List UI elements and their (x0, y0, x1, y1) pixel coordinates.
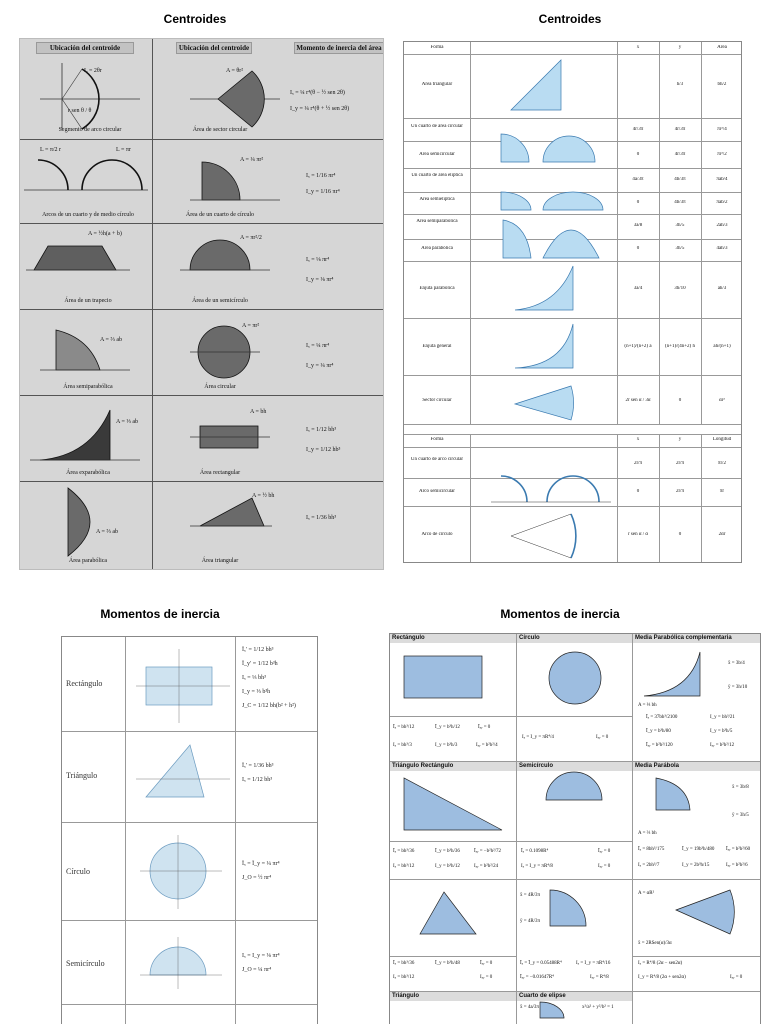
area-value: ah/(n+1) (713, 344, 731, 349)
sheet-formula: I_y = b³h/3 (435, 743, 458, 748)
title-momentos-right: Momentos de inercia (500, 607, 620, 621)
scan-note: L = πr (116, 147, 131, 153)
sheet-formula: Īₓ = 37bh³/2100 (646, 715, 678, 720)
scan-note: A = ⅓ ab (116, 419, 139, 425)
sheet-formula: x̄ = 4R/3π (520, 893, 541, 898)
scan-caption: Arcos de un cuarto y de medio círculo (42, 212, 134, 218)
xbar-value: 3a/4 (633, 286, 643, 291)
scan-formula: I_y = ¼ r⁴(θ + ½ sen 2θ) (290, 106, 350, 112)
xbar-value: (n+1)/(n+2) a (624, 344, 652, 349)
scan-note: A = πr²/2 (240, 235, 262, 241)
scan-row-1 (20, 55, 384, 139)
ybar-value: 4b/3π (674, 200, 686, 205)
inertia-shape-label: Círculo (66, 867, 90, 876)
sheet-formula: Īₓ = 0.1098R⁴ (521, 849, 549, 854)
sheet-formula: Īₓ = Ī_y = 0.05488R⁴ (520, 961, 562, 966)
inertia-formula: Īₓ′ = 1/36 bh³ (242, 763, 274, 769)
ybar-value: 3h/10 (674, 286, 686, 291)
sheet-formula: Iₓᵧ = 0 (596, 735, 609, 740)
arc-header-shape: Forma (430, 437, 444, 442)
scan-note-sector-area: A = θr² (226, 68, 244, 74)
xbar-value: 3a/8 (633, 223, 643, 228)
scan-caption: Área triangular (201, 558, 239, 564)
sheet-formula: Īₓᵧ = −b²h²/72 (474, 849, 501, 854)
arc-shape-name: Arco de círculo (421, 532, 453, 537)
scan-formula: Iₓ = 1/12 bh³ (306, 427, 337, 433)
scan-note: A = πr² (242, 323, 260, 329)
scan-note: L = π/2 r (40, 147, 62, 153)
xbar-value: 4a/3π (632, 177, 644, 182)
ybar-value: 4b/3π (674, 177, 686, 182)
sheet-formula: I_y = 2b³h/15 (682, 863, 710, 868)
scan-caption: Área de un trapecio (64, 298, 112, 304)
inertia-formula: J_O = ½ πr⁴ (242, 875, 272, 881)
arc-length: πr (719, 489, 725, 494)
scan-formula: Iₓ = 1/36 bh³ (306, 515, 337, 521)
inertia-shape-label: Triángulo (66, 771, 98, 780)
ybar-value: 0 (678, 398, 682, 403)
sheet-formula: Iₓ = 2bh³/7 (638, 863, 660, 868)
area-value: πr²/4 (717, 127, 727, 132)
sheet-formula: Ī_y = b³h/48 (435, 961, 460, 966)
scan-caption: Área semiparabólica (63, 384, 113, 390)
col-header-shape: Forma (430, 45, 444, 50)
centroid-shapes-table (403, 41, 742, 563)
area-value: ah/3 (717, 286, 727, 291)
sheet-formula: Īₓ = bh³/12 (393, 725, 415, 730)
scan-caption: Segmento de arco circular (58, 127, 122, 133)
shape-name: Área triangular (421, 82, 453, 87)
arc-ybar: 2r/π (675, 461, 685, 466)
centroid-shape-diagrams (471, 42, 617, 424)
inertia-formula: Iₓ = I_y = ⅛ πr⁴ (242, 953, 280, 959)
arc-ybar: 2r/π (675, 489, 685, 494)
area-value: πr²/2 (717, 152, 727, 157)
sheet-formula: Īₓ = bh³/36 (393, 849, 415, 854)
sheet-formula: Īₓᵧ = b²h²/60 (726, 847, 751, 852)
sheet-caption-halfparabola-comp: Media Parabólica complementaria (633, 634, 761, 643)
shape-name: Un cuarto de área circular (411, 124, 463, 129)
sheet-caption-semicircle: Semicírculo (517, 762, 632, 771)
scan-formula: I_y = 1/12 hb³ (306, 447, 341, 453)
inertia-formula: J_O = ¼ πr⁴ (242, 967, 272, 973)
scan-formula: Iₓ = 1/16 πr⁴ (306, 173, 336, 179)
sheet-formula: Ī_y = b³h/36 (435, 849, 460, 854)
scan-note: A = ½h(a + b) (88, 231, 122, 237)
sheet-caption-halfparabola: Media Parábola (633, 762, 761, 771)
scan-note-arc-centroid: r sen θ / θ (68, 108, 92, 114)
sheet-formula: Iₓ = I_y = πR⁴/16 (576, 961, 611, 966)
sheet-formula: x²/a² + y²/b² = 1 (582, 1005, 614, 1010)
sheet-formula: A = αR² (638, 891, 655, 896)
scan-caption: Área de un cuarto de círculo (185, 212, 255, 218)
scan-note: A = ¼ πr² (240, 157, 264, 163)
area-value: αr² (719, 398, 725, 403)
sheet-formula: I_y = R⁴/8 (2α + sen2α) (638, 975, 686, 980)
scan-caption: Área rectangular (199, 470, 241, 476)
arc-shape-name: Arco semicircular (419, 489, 455, 494)
col-header-ybar: ȳ (678, 45, 682, 50)
scan-row-2 (20, 139, 384, 223)
area-value: 4ah/3 (716, 246, 728, 251)
sheet-formula: Iₓᵧ = 0 (480, 975, 493, 980)
arc-xbar: 0 (636, 489, 640, 494)
scanned-centroid-table (19, 38, 384, 570)
area-value: πab/4 (716, 177, 728, 182)
sheet-formula: I_y = b³h/5 (710, 729, 733, 734)
scan-row-5 (20, 395, 384, 481)
sheet-formula: A = ⅓ bh (638, 703, 657, 708)
xbar-value: 0 (636, 200, 640, 205)
shape-name: Área parabólica (421, 246, 453, 251)
scan-row-4 (20, 309, 384, 395)
inertia-formula: I_y = ⅓ b³h (242, 689, 271, 695)
inertia-shape-label: Semicírculo (66, 959, 105, 968)
scan-caption: Área de un semicírculo (192, 298, 248, 304)
sheet-formula: Īₓᵧ = −0.01647R⁴ (520, 975, 554, 980)
sheet-caption-quarter-ellipse: Cuarto de elipse (517, 992, 632, 1001)
sheet-formula: Iₓ = bh³/12 (393, 975, 415, 980)
scan-note: A = bh (250, 409, 267, 415)
xbar-value: 0 (636, 152, 640, 157)
sheet-formula: x̄ = 3b/8 (732, 785, 749, 790)
sheet-caption-circle: Círculo (517, 634, 632, 643)
arc-header-length: Longitud (712, 437, 732, 442)
sheet-formula: Īₓᵧ = 0 (480, 961, 493, 966)
scan-header-1: Ubicación del centroide (36, 42, 134, 54)
inertia-formula: J_C = 1/12 bh(b² + h²) (242, 703, 296, 709)
shape-name: Sector circular (422, 398, 452, 403)
sheet-formula: Iₓ = bh³/3 (393, 743, 412, 748)
sheet-formula: ȳ = 3h/5 (732, 813, 749, 818)
sheet-formula: Iₓᵧ = b²h²/6 (726, 863, 748, 868)
arc-ybar: 0 (678, 532, 682, 537)
ybar-value: 3h/5 (675, 223, 685, 228)
shape-name: Enjuta parabólica (419, 286, 455, 291)
shape-name: Un cuarto de área elíptica (411, 173, 463, 178)
sheet-formula: Iₓ = I_y = πR⁴/4 (522, 735, 554, 740)
scan-row-3 (20, 223, 384, 309)
ybar-value: 3h/5 (675, 246, 685, 251)
scan-caption: Área exparabólica (66, 470, 110, 476)
sheet-formula: x̄ = 4a/3π (520, 1005, 539, 1010)
title-momentos-left: Momentos de inercia (100, 607, 220, 621)
sheet-formula: x̄ = 3b/4 (728, 661, 745, 666)
ybar-value: 4r/3π (674, 152, 686, 157)
sheet-formula: Iₓᵧ = R⁴/8 (590, 975, 609, 980)
scan-caption: Área de sector circular (192, 127, 248, 133)
area-value: bh/2 (717, 82, 727, 87)
col-header-area: Área (717, 45, 727, 50)
arc-header-ybar: ȳ (678, 437, 682, 442)
arc-header-xbar: x̄ (636, 437, 640, 442)
sheet-formula: Īₓᵧ = 0 (478, 725, 491, 730)
sheet-formula: Ī_y = b³h/80 (646, 729, 671, 734)
sheet-formula: Iₓᵧ = b²h²/12 (710, 743, 735, 748)
inertia-formula: Īₓ′ = 1/12 bh³ (242, 647, 274, 653)
shape-name: Enjuta general (422, 344, 452, 349)
sheet-formula: Iₓ = I_y = πR⁴/8 (521, 864, 553, 869)
sheet-formula: A = ⅔ bh (638, 831, 657, 836)
scan-formula: Iₓ = ¼ r⁴(θ − ½ sen 2θ) (290, 90, 345, 96)
title-centroides-scan: Centroides (163, 12, 227, 26)
scan-caption: Área circular (204, 384, 236, 390)
sheet-formula: Iₓ = bh³/12 (393, 864, 415, 869)
scan-note: A = ½ bh (252, 493, 275, 499)
shape-name: Área semicircular (419, 152, 455, 157)
scan-formula: Iₓ = ¼ πr⁴ (306, 343, 330, 349)
ybar-value: h/3 (676, 82, 684, 87)
sheet-formula: Īₓᵧ = b²h²/120 (646, 743, 673, 748)
sheet-formula: Ī_y = b³h/12 (435, 725, 460, 730)
scan-caption: Área parabólica (68, 558, 108, 564)
scan-formula: I_y = 1/16 πr⁴ (306, 189, 340, 195)
sheet-formula: Īₓ = 8bh³/175 (638, 847, 665, 852)
col-header-xbar: x̄ (636, 45, 640, 50)
area-value: πab/2 (716, 200, 728, 205)
inertia-formula-sheet (389, 633, 761, 1024)
sheet-formula: Iₓᵧ = 0 (598, 864, 611, 869)
sheet-formula: Īₓ = bh³/36 (393, 961, 415, 966)
sheet-formula: Iₓᵧ = b²h²/24 (474, 864, 499, 869)
sheet-caption-right-triangle: Triángulo Rectángulo (390, 762, 516, 771)
arc-length: πr/2 (717, 461, 727, 466)
sheet-formula: x̄ = 2RSen(α)/3α (638, 941, 672, 946)
title-centroides-table: Centroides (538, 12, 602, 26)
xbar-value: 4r/3π (632, 127, 644, 132)
arc-xbar: r sen α / α (628, 532, 648, 537)
scan-formula: I_y = ¼ πr⁴ (306, 363, 334, 369)
scan-header-2: Ubicación del centroide (176, 42, 252, 54)
sheet-caption-rectangle: Rectángulo (390, 634, 516, 643)
scan-note: A = ⅔ ab (100, 337, 123, 343)
area-value: 2ah/3 (716, 223, 728, 228)
sheet-caption-triangle: Triángulo (390, 992, 516, 1001)
sheet-formula: Ī_y = 19b³h/480 (682, 847, 715, 852)
inertia-shape-diagrams (126, 637, 236, 1024)
inertia-formula: Iₓ = 1/12 bh³ (242, 777, 273, 783)
scan-note-arc-length: L = 2θr (84, 68, 102, 74)
inertia-shape-label: Rectángulo (66, 679, 103, 688)
scan-formula: Iₓ = ⅛ πr⁴ (306, 257, 330, 263)
arc-shape-diagrams (471, 434, 617, 563)
xbar-value: 2r sen α / 3α (625, 398, 651, 403)
inertia-formula: Ī_y′ = 1/12 b³h (242, 661, 278, 667)
shape-name: Área semielíptica (419, 197, 455, 202)
scan-note: A = ⅔ ab (96, 529, 119, 535)
sheet-formula: Iₓ = R⁴/8 (2α − sen2α) (638, 961, 683, 966)
scan-header-3: Momento de inercia del área (294, 42, 384, 54)
ybar-value: 4r/3π (674, 127, 686, 132)
sheet-formula: ȳ = 3h/10 (728, 685, 748, 690)
sheet-formula: Iₓᵧ = 0 (730, 975, 743, 980)
ybar-value: (n+1)/(4n+2) h (665, 344, 695, 349)
arc-length: 2αr (718, 532, 726, 537)
sheet-formula: I_y = bh³/21 (710, 715, 735, 720)
xbar-value: 0 (636, 246, 640, 251)
inertia-formula: Iₓ = ⅓ bh³ (242, 675, 266, 681)
arc-xbar: 2r/π (633, 461, 643, 466)
shape-name: Área semiparabólica (416, 219, 458, 224)
sheet-formula: ȳ = 4R/3π (520, 919, 541, 924)
scan-row-6 (20, 481, 384, 570)
sheet-formula: I_y = b³h/12 (435, 864, 460, 869)
inertia-formula: Īₓ = Ī_y = ¼ πr⁴ (242, 861, 280, 867)
arc-shape-name: Un cuarto de arco circular (410, 457, 464, 462)
sheet-formula: Iₓᵧ = b²h²/4 (476, 743, 498, 748)
inertia-table-left (61, 636, 318, 1024)
scan-formula: I_y = ⅛ πr⁴ (306, 277, 334, 283)
sheet-formula: Īₓᵧ = 0 (598, 849, 611, 854)
